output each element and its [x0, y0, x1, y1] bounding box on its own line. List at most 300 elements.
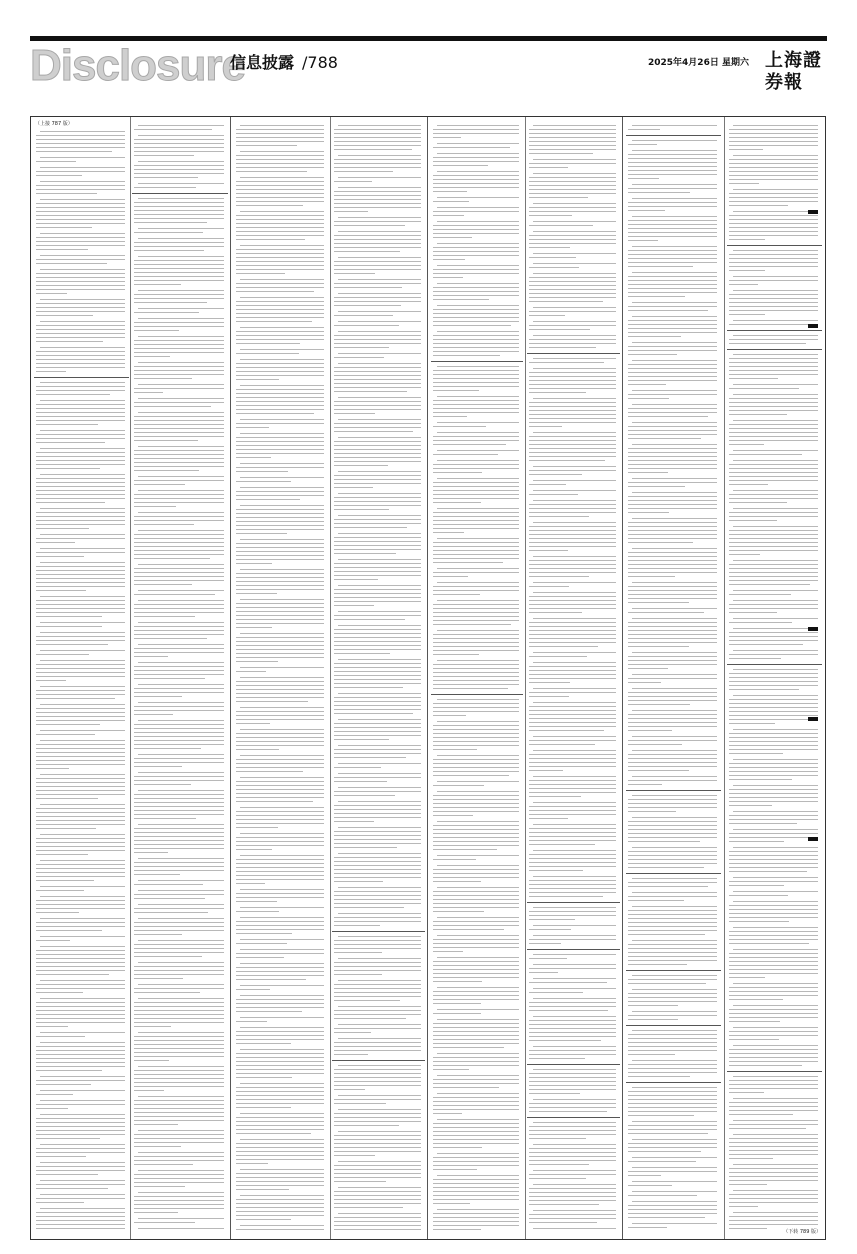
text-line [236, 715, 324, 716]
text-line [236, 269, 324, 270]
text-line [437, 221, 519, 222]
text-line [729, 424, 818, 425]
text-line [729, 366, 818, 367]
text-line [338, 293, 421, 294]
text-line [236, 467, 324, 468]
text-line [138, 238, 224, 239]
text-line [628, 1091, 717, 1092]
text-line [334, 545, 421, 546]
text-line [628, 464, 717, 465]
text-line [433, 157, 519, 158]
text-line [334, 1169, 421, 1170]
text-line [437, 396, 519, 397]
text-line [733, 335, 818, 336]
text-line [729, 554, 760, 555]
text-line [533, 1122, 616, 1123]
text-line [334, 527, 407, 528]
text-line [334, 1073, 421, 1074]
text-line [236, 681, 324, 682]
text-line [628, 740, 717, 741]
text-line [236, 1011, 302, 1012]
text-line [36, 1188, 108, 1189]
text-line [529, 376, 616, 377]
text-line [632, 518, 717, 519]
text-line [36, 516, 125, 517]
text-line [334, 687, 403, 688]
text-line [628, 224, 717, 225]
text-line [433, 482, 519, 483]
text-line [433, 995, 519, 996]
text-line [529, 414, 616, 415]
text-line [529, 972, 558, 973]
text-line [628, 1076, 690, 1077]
text-line [338, 231, 421, 232]
text-line [529, 372, 616, 373]
text-line [236, 371, 324, 372]
text-line [433, 1165, 519, 1166]
text-line [529, 710, 616, 711]
text-line [729, 1088, 818, 1089]
text-line [36, 950, 125, 951]
text-line [433, 969, 519, 970]
text-line [729, 576, 818, 577]
text-line [729, 1142, 818, 1143]
text-line [236, 943, 287, 944]
text-line [236, 719, 324, 720]
text-line [729, 644, 803, 645]
text-line [433, 1043, 519, 1044]
text-line [433, 273, 519, 274]
text-line [36, 193, 97, 194]
text-line [533, 998, 616, 999]
text-line [529, 277, 616, 278]
text-line [529, 810, 616, 811]
text-line [729, 530, 818, 531]
text-line [729, 815, 818, 816]
text-line [433, 795, 519, 796]
text-line [628, 158, 717, 159]
text-line [334, 191, 421, 192]
text-line [433, 590, 519, 591]
text-line [40, 548, 125, 549]
text-line [334, 731, 421, 732]
text-line [134, 576, 224, 577]
masthead [30, 41, 827, 93]
text-line [529, 1058, 585, 1059]
text-line [138, 824, 224, 825]
text-line [334, 181, 372, 182]
text-line [628, 859, 717, 860]
text-line [334, 633, 421, 634]
text-line [334, 427, 421, 428]
text-line [240, 433, 324, 434]
text-line [529, 666, 616, 667]
text-line [628, 170, 717, 171]
text-line [533, 850, 616, 851]
text-line [529, 780, 616, 781]
text-line [334, 449, 421, 450]
text-line [236, 449, 324, 450]
text-line [36, 1066, 125, 1067]
text-line [236, 711, 324, 712]
text-line [433, 1199, 519, 1200]
text-line [729, 302, 818, 303]
continued-from-label: （上接 787 版） [35, 121, 73, 127]
text-line [433, 977, 519, 978]
text-line [40, 321, 125, 322]
text-line [729, 1017, 818, 1018]
text-line [334, 645, 421, 646]
text-line [36, 1130, 125, 1131]
text-line [36, 237, 125, 238]
text-line [433, 299, 489, 300]
text-line [334, 857, 421, 858]
text-line [40, 508, 125, 509]
text-line [433, 951, 463, 952]
text-line [134, 1052, 224, 1053]
text-line [36, 1014, 125, 1015]
text-line [134, 758, 224, 759]
text-line [36, 1170, 125, 1171]
text-line [529, 586, 569, 587]
text-line [628, 468, 717, 469]
text-line [36, 876, 125, 877]
text-line [632, 582, 717, 583]
text-line [733, 460, 818, 461]
text-line [236, 163, 324, 164]
text-line [134, 1160, 224, 1161]
text-line [236, 235, 324, 236]
text-line [134, 794, 224, 795]
text-line [36, 586, 125, 587]
text-line [437, 1019, 519, 1020]
text-line [36, 748, 125, 749]
section-divider [527, 902, 620, 903]
text-line [334, 1000, 400, 1001]
text-line [433, 999, 519, 1000]
text-line [236, 603, 324, 604]
text-line [240, 707, 324, 708]
text-line [334, 940, 421, 941]
text-line [632, 1060, 717, 1061]
text-line [236, 133, 324, 134]
text-line [433, 799, 519, 800]
text-line [628, 206, 717, 207]
text-line [40, 730, 125, 731]
text-line [729, 298, 818, 299]
text-line [236, 261, 324, 262]
text-line [334, 283, 421, 284]
text-line [236, 291, 314, 292]
text-line [40, 167, 125, 168]
text-line [236, 911, 279, 912]
text-line [433, 703, 519, 704]
text-line [134, 388, 224, 389]
text-line [40, 181, 125, 182]
issue-date: 2025年4月26日 星期六 [648, 58, 749, 68]
text-line [529, 267, 579, 268]
text-line [36, 970, 125, 971]
text-line [628, 192, 690, 193]
text-line [334, 907, 404, 908]
text-line [433, 668, 519, 669]
text-line [533, 466, 616, 467]
text-line [36, 716, 125, 717]
text-line [433, 546, 519, 547]
text-line [529, 163, 616, 164]
text-line [134, 177, 198, 178]
text-line [236, 155, 324, 156]
text-line [628, 997, 717, 998]
text-line [338, 585, 421, 586]
text-line [437, 197, 519, 198]
text-line [36, 1046, 125, 1047]
text-line [632, 736, 717, 737]
text-line [40, 740, 125, 741]
text-line [138, 622, 224, 623]
text-line [433, 440, 519, 441]
text-line [628, 526, 717, 527]
text-line [40, 1194, 125, 1195]
text-line [433, 486, 519, 487]
text-line [134, 428, 224, 429]
text-line [236, 265, 324, 266]
text-line [334, 705, 421, 706]
text-line [36, 498, 125, 499]
text-line [338, 1187, 421, 1188]
text-line [338, 936, 421, 937]
text-line [236, 657, 324, 658]
text-line [433, 1127, 519, 1128]
text-line [134, 454, 224, 455]
text-line [632, 817, 717, 818]
text-line [729, 943, 809, 944]
text-line [433, 370, 519, 371]
text-line [334, 1089, 365, 1090]
text-line [529, 682, 570, 683]
text-line [529, 576, 589, 577]
text-line [40, 704, 125, 705]
text-line [628, 448, 717, 449]
text-line [236, 863, 324, 864]
text-line [134, 1174, 224, 1175]
text-line [236, 827, 278, 828]
text-line [40, 686, 125, 687]
text-line [36, 690, 125, 691]
section-divider [727, 664, 822, 665]
text-line [628, 380, 717, 381]
text-line [529, 339, 616, 340]
text-line [533, 1046, 616, 1047]
text-line [134, 402, 224, 403]
text-line [729, 480, 818, 481]
text-line [433, 899, 519, 900]
text-line [529, 929, 571, 930]
text-line [236, 239, 305, 240]
text-line [433, 351, 519, 352]
text-line [236, 283, 324, 284]
text-line [433, 775, 509, 776]
text-line [138, 1130, 224, 1131]
text-line [36, 325, 125, 326]
text-line [529, 730, 604, 731]
text-line [433, 444, 506, 445]
text-line [733, 983, 818, 984]
text-line [138, 998, 224, 999]
column-divider [130, 117, 131, 1239]
text-line [236, 1189, 289, 1190]
text-line [236, 793, 324, 794]
text-line [134, 450, 224, 451]
text-line [36, 494, 125, 495]
text-line [632, 1201, 717, 1202]
text-line [334, 441, 421, 442]
text-line [134, 714, 173, 715]
text-line [729, 159, 818, 160]
text-line [134, 828, 224, 829]
text-line [433, 558, 519, 559]
text-line [529, 1054, 616, 1055]
text-line [236, 1107, 291, 1108]
text-line [334, 567, 421, 568]
text-line [36, 1134, 125, 1135]
text-line [628, 626, 717, 627]
text-line [236, 1061, 324, 1062]
text-line [40, 382, 125, 383]
text-line [628, 851, 717, 852]
text-line [334, 287, 402, 288]
text-line [433, 939, 519, 940]
text-line [729, 953, 818, 954]
text-line [236, 1065, 324, 1066]
text-line [437, 538, 519, 539]
text-line [334, 1069, 421, 1070]
text-line [36, 992, 83, 993]
text-line [36, 315, 93, 316]
text-line [236, 849, 272, 850]
text-line [334, 235, 421, 236]
text-line [433, 1105, 519, 1106]
text-line [334, 541, 421, 542]
text-line [529, 634, 616, 635]
text-line [36, 273, 125, 274]
text-line [729, 1021, 780, 1022]
text-line [36, 790, 125, 791]
text-line [437, 755, 519, 756]
text-line [40, 1144, 125, 1145]
text-line [36, 386, 125, 387]
text-line [334, 966, 421, 967]
text-line [433, 642, 519, 643]
text-line [134, 147, 224, 148]
text-line [40, 946, 125, 947]
text-block [234, 117, 328, 1239]
text-line [529, 844, 595, 845]
text-line [334, 881, 383, 882]
text-line [529, 1126, 616, 1127]
text-line [334, 839, 421, 840]
text-line [529, 1214, 616, 1215]
text-line [437, 887, 519, 888]
text-line [628, 310, 708, 311]
text-line [134, 210, 224, 211]
text-line [240, 1027, 324, 1028]
text-line [729, 410, 818, 411]
text-line [134, 852, 168, 853]
text-line [433, 707, 519, 708]
section-divider [626, 135, 721, 136]
text-line [529, 137, 616, 138]
text-line [733, 354, 818, 355]
text-line [628, 394, 717, 395]
text-line [36, 307, 125, 308]
text-line [36, 872, 125, 873]
text-line [236, 445, 324, 446]
text-line [529, 311, 616, 312]
text-line [236, 1147, 324, 1148]
text-line [433, 829, 519, 830]
section-divider [332, 1060, 425, 1061]
text-line [729, 1065, 802, 1066]
text-line [628, 784, 662, 785]
text-line [729, 223, 818, 224]
text-line [134, 894, 224, 895]
text-line [36, 756, 125, 757]
text-line [240, 539, 324, 540]
text-line [733, 811, 818, 812]
text-line [533, 1069, 616, 1070]
text-line [632, 750, 717, 751]
text-line [338, 279, 421, 280]
text-line [138, 754, 224, 755]
text-line [236, 893, 324, 894]
text-line [236, 227, 324, 228]
text-line [134, 584, 192, 585]
text-line [134, 874, 180, 875]
text-line [36, 644, 108, 645]
text-line [632, 652, 717, 653]
text-line [134, 818, 196, 819]
text-line [533, 988, 616, 989]
text-line [729, 1039, 779, 1040]
text-line [334, 243, 421, 244]
text-line [433, 233, 519, 234]
text-block [431, 117, 523, 1239]
text-line [236, 921, 324, 922]
text-line [729, 266, 818, 267]
text-line [729, 280, 818, 281]
text-line [40, 804, 125, 805]
text-line [236, 1117, 324, 1118]
text-line [628, 174, 717, 175]
column-4 [623, 117, 825, 1239]
text-line [36, 880, 94, 881]
text-line [529, 550, 568, 551]
text-line [628, 228, 717, 229]
text-line [529, 153, 593, 154]
text-line [36, 1026, 68, 1027]
text-line [433, 1065, 519, 1066]
text-line [334, 251, 400, 252]
text-line [628, 1099, 717, 1100]
text-line [36, 930, 102, 931]
text-line [433, 382, 519, 383]
text-line [236, 1073, 324, 1074]
text-line [729, 262, 818, 263]
text-line [529, 225, 593, 226]
text-line [134, 612, 224, 613]
text-line [36, 922, 125, 923]
